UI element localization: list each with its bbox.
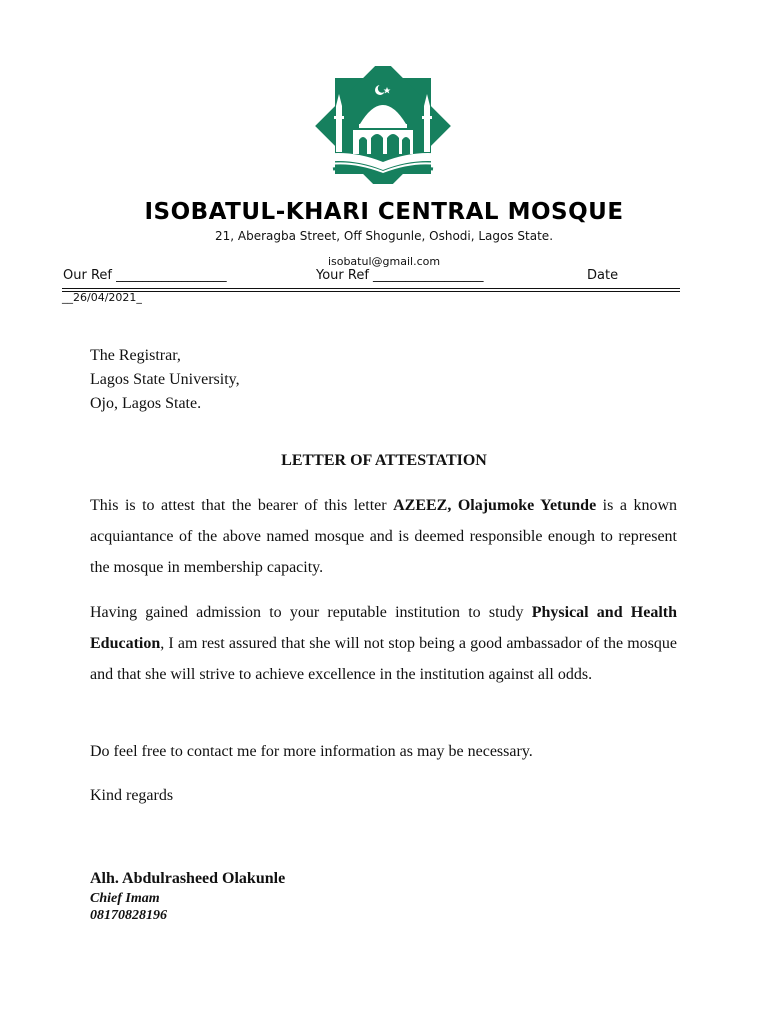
our-ref-field: Our Ref _________________ — [63, 268, 227, 283]
date-value: __26/04/2021_ — [62, 291, 142, 304]
recipient-address — [90, 344, 240, 416]
body-paragraph: This is to attest that the bearer of this letter AZEEZ, Olajumoke Yetunde is a known acquiantance of the above named mosque and is deemed responsible enough to represent the mosque in membership capacity. — [90, 497, 678, 576]
recipient-line: Lagos State University, — [90, 371, 240, 388]
closing-text: Kind regards — [90, 787, 174, 804]
header-divider — [62, 288, 680, 289]
letter-subject: LETTER OF ATTESTATION — [281, 452, 487, 469]
course-name: Physical and Health Education — [90, 604, 678, 652]
recipient-line: The Registrar, — [90, 347, 181, 364]
organization-address: 21, Aberagba Street, Off Shogunle, Oshodi, Lagos State. — [214, 229, 554, 243]
organization-name: ISOBATUL-KHARI CENTRAL MOSQUE — [144, 199, 624, 225]
header-divider-thin — [62, 291, 680, 292]
bearer-name: AZEEZ, Olajumoke Yetunde — [393, 497, 597, 514]
signatory-phone: 08170828196 — [90, 908, 167, 923]
organization-email: isobatul@gmail.com — [327, 255, 441, 268]
mosque-logo-icon — [303, 66, 463, 184]
your-ref-field: Your Ref _________________ — [316, 268, 484, 283]
body-paragraph: Having gained admission to your reputable institution to study Physical and Health Education, I am rest assured that she will not stop being a good ambassador of the mosque and that she will strive to achieve excellence in the institution against all odds. — [90, 604, 678, 683]
recipient-line: Ojo, Lagos State. — [90, 395, 202, 412]
signatory-name: Alh. Abdulrasheed Olakunle — [90, 870, 286, 887]
signatory-title: Chief Imam — [90, 891, 160, 906]
date-label: Date — [587, 268, 619, 283]
body-paragraph: Do feel free to contact me for more information as may be necessary. — [90, 743, 533, 760]
